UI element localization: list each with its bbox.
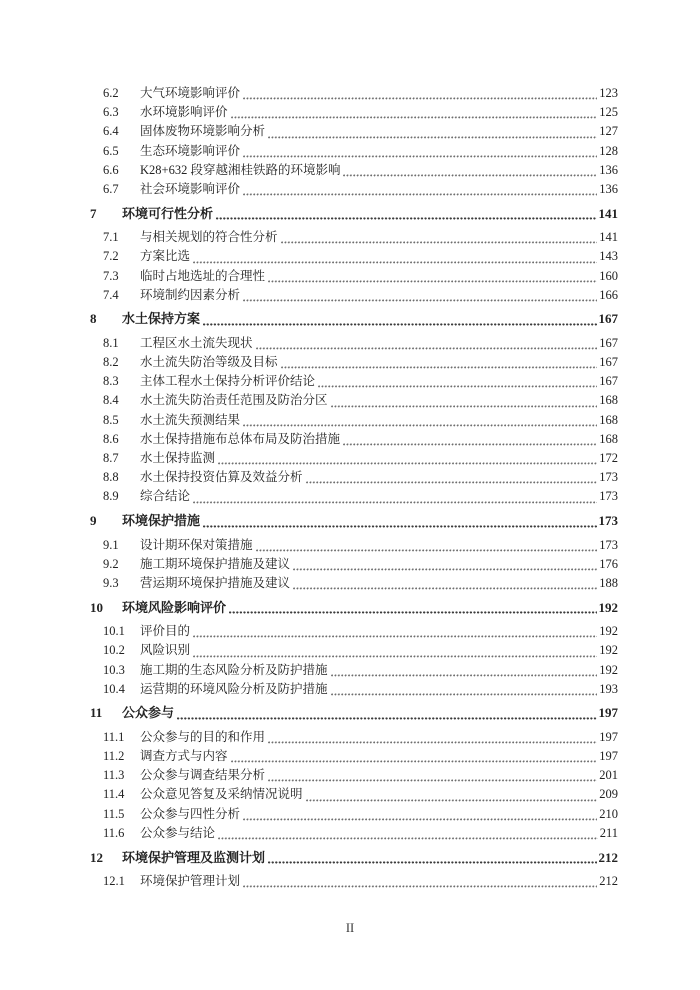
toc-entry-page: 168 [599,393,618,408]
toc-entry-title: 公众参与四性分析 [140,806,241,821]
toc-entry-page: 160 [599,268,618,283]
toc-entry-title: 水土流失防治责任范围及防治分区 [140,393,328,408]
toc-entry-page: 211 [599,825,618,840]
toc-leader-dots [306,481,598,484]
toc-entry[interactable] [90,161,618,180]
toc-entry-number: 8 [90,311,97,327]
toc-entry-page: 127 [599,124,618,139]
toc-entry-number: 8.7 [103,451,119,465]
toc-entry-number: 8.8 [103,470,119,485]
toc-entry[interactable] [90,449,618,468]
toc-leader-dots [243,155,597,158]
toc-entry[interactable] [90,574,618,593]
toc-entry-number: 12.1 [103,874,125,888]
toc-entry-title: 生态环境影响评价 [140,143,241,158]
toc-entry[interactable] [90,805,618,824]
toc-entry-page: 212 [599,874,618,888]
toc-entry[interactable] [90,411,618,430]
toc-entry-title: 与相关规划的符合性分析 [140,230,278,245]
toc-entry-page: 172 [599,451,618,465]
toc-entry-page: 212 [598,849,618,865]
toc-entry[interactable] [90,641,618,660]
toc-entry[interactable] [90,824,618,843]
toc-entry-title: 公众参与的目的和作用 [140,729,266,744]
toc-entry-page: 173 [599,537,618,552]
toc-entry-title: 调查方式与内容 [140,749,228,764]
toc-entry[interactable] [90,204,618,224]
toc-entry[interactable] [90,487,618,506]
toc-entry[interactable] [90,680,618,699]
toc-entry-number: 9.1 [103,537,119,552]
toc-entry-number: 12 [90,849,103,865]
toc-entry[interactable] [90,430,618,449]
toc-entry[interactable] [90,228,618,247]
toc-entry-page: 166 [599,287,618,302]
toc-entry-page: 193 [599,681,618,696]
toc-entry[interactable] [90,703,618,723]
toc-entry-number: 7.1 [103,230,119,245]
toc-entry-title: 社会环境影响评价 [140,181,241,196]
toc-entry[interactable] [90,180,618,199]
toc-entry-number: 10.1 [103,624,125,639]
toc-entry-title: 大气环境影响评价 [140,86,241,100]
toc-entry-title: 固体废物环境影响分析 [140,124,266,139]
toc-entry-number: 11.4 [103,787,125,802]
toc-leader-dots [216,217,596,220]
toc-entry-number: 8.3 [103,374,119,389]
toc-leader-dots [231,760,598,763]
table-of-contents [90,84,618,891]
toc-entry-title: 环境保护管理计划 [140,874,241,888]
toc-entry[interactable] [90,142,618,161]
toc-leader-dots [343,443,597,446]
toc-entry-number: 10.4 [103,681,125,696]
toc-entry-title: 风险识别 [140,643,191,658]
toc-leader-dots [177,717,596,720]
toc-entry[interactable] [90,622,618,641]
toc-entry-page: 143 [599,249,618,264]
toc-entry-page: 210 [599,806,618,821]
toc-entry-title: 评价目的 [140,624,191,639]
toc-entry-number: 9.2 [103,556,119,571]
toc-entry-title: 水环境影响评价 [140,105,228,120]
toc-entry-page: 192 [598,599,618,615]
toc-entry[interactable] [90,598,618,618]
toc-entry-page: 188 [599,575,618,590]
toc-entry-page: 123 [599,86,618,100]
toc-entry-page: 173 [598,513,618,529]
toc-entry-title: 施工期环境保护措施及建议 [140,556,291,571]
toc-entry-page: 141 [599,230,618,245]
toc-entry-title: 公众意见答复及采纳情况说明 [140,787,303,802]
toc-entry[interactable] [90,785,618,804]
toc-leader-dots [256,347,598,350]
toc-entry[interactable] [90,103,618,122]
toc-entry-title: 水土保持措施布总体布局及防治措施 [140,431,341,446]
toc-entry[interactable] [90,372,618,391]
toc-entry-page: 192 [599,643,618,658]
toc-entry-number: 8.6 [103,431,119,446]
toc-entry-page: 197 [599,729,618,744]
toc-entry-title: 运营期的环境风险分析及防护措施 [140,681,328,696]
toc-leader-dots [193,501,597,504]
toc-leader-dots [243,885,597,888]
toc-entry-title: 环境风险影响评价 [122,599,227,615]
toc-entry-number: 11.6 [103,825,125,840]
toc-entry-number: 10.2 [103,643,125,658]
toc-leader-dots [343,174,597,177]
toc-entry-page: 209 [599,787,618,802]
toc-entry-number: 11.5 [103,806,125,821]
toc-entry[interactable] [90,848,618,868]
toc-entry-number: 8.5 [103,412,119,427]
toc-leader-dots [231,116,598,119]
toc-entry-title: 主体工程水土保持分析评价结论 [140,374,316,389]
toc-leader-dots [281,366,598,369]
toc-entry-title: 营运期环境保护措施及建议 [140,575,291,590]
toc-entry[interactable] [90,511,618,531]
toc-entry-number: 10 [90,599,103,615]
toc-entry[interactable] [90,267,618,286]
toc-entry-number: 7.2 [103,249,119,264]
toc-entry-page: 167 [599,374,618,389]
toc-leader-dots [268,779,597,782]
toc-entry[interactable] [90,334,618,353]
toc-entry-title: 环境保护管理及监测计划 [122,849,266,865]
toc-entry-number: 6.5 [103,143,119,158]
toc-entry[interactable] [90,747,618,766]
toc-entry-title: 水土流失防治等级及目标 [140,355,278,370]
toc-leader-dots [306,799,598,802]
toc-entry-number: 10.3 [103,662,125,677]
toc-leader-dots [256,549,598,552]
toc-entry-title: 方案比选 [140,249,191,264]
toc-entry-number: 9 [90,513,97,529]
toc-entry-title: 水土保持方案 [122,311,201,327]
toc-leader-dots [268,741,597,744]
toc-entry-number: 8.9 [103,489,119,504]
toc-entry-page: 167 [599,355,618,370]
toc-leader-dots [193,635,597,638]
toc-entry[interactable] [90,247,618,266]
toc-entry-title: 工程区水土流失现状 [140,335,253,350]
toc-entry-number: 11.1 [103,729,125,744]
toc-entry-page: 192 [599,662,618,677]
toc-entry-title: 水土保持投资估算及效益分析 [140,470,303,485]
toc-entry-title: 临时占地选址的合理性 [140,268,266,283]
toc-entry-page: 197 [599,749,618,764]
toc-entry-title: 水土流失预测结果 [140,412,241,427]
toc-entry-number: 8.2 [103,355,119,370]
toc-entry-number: 6.3 [103,105,119,120]
toc-entry-number: 7.4 [103,287,119,302]
toc-leader-dots [229,611,596,614]
toc-entry-number: 8.4 [103,393,119,408]
toc-entry-page: 125 [599,105,618,120]
toc-entry[interactable] [90,353,618,372]
toc-entry-page: 167 [599,335,618,350]
toc-entry[interactable] [90,555,618,574]
toc-entry[interactable] [90,84,618,103]
toc-entry-title: 公众参与 [122,705,175,721]
toc-entry[interactable] [90,872,618,891]
toc-entry-number: 6.7 [103,181,119,196]
toc-leader-dots [243,424,597,427]
toc-entry-page: 168 [599,412,618,427]
toc-leader-dots [331,405,598,408]
toc-entry-number: 9.3 [103,575,119,590]
toc-entry[interactable] [90,468,618,487]
toc-entry-number: 11.2 [103,749,125,764]
toc-entry-title: K28+632 段穿越湘桂铁路的环境影响 [140,162,341,177]
toc-entry-number: 6.4 [103,124,119,139]
toc-entry-page: 192 [599,624,618,639]
toc-entry-number: 6.2 [103,86,119,100]
toc-leader-dots [268,861,596,864]
toc-leader-dots [243,299,597,302]
toc-leader-dots [243,193,597,196]
toc-entry-page: 168 [599,431,618,446]
toc-entry-title: 公众参与结论 [140,825,216,840]
toc-leader-dots [268,280,597,283]
toc-entry-title: 综合结论 [140,489,191,504]
toc-entry[interactable] [90,766,618,785]
toc-entry-page: 136 [599,181,618,196]
toc-leader-dots [218,837,598,840]
toc-entry-number: 6.6 [103,162,119,177]
toc-entry[interactable] [90,309,618,329]
toc-entry[interactable] [90,536,618,555]
toc-leader-dots [203,525,596,528]
toc-entry-number: 11 [90,705,103,721]
toc-entry-number: 7.3 [103,268,119,283]
toc-leader-dots [331,674,598,677]
toc-leader-dots [243,97,597,100]
toc-entry-page: 176 [599,556,618,571]
toc-entry[interactable] [90,122,618,141]
toc-leader-dots [318,385,597,388]
toc-leader-dots [193,261,597,264]
toc-leader-dots [331,693,598,696]
toc-entry[interactable] [90,286,618,305]
toc-entry[interactable] [90,391,618,410]
toc-entry-page: 201 [599,768,618,783]
toc-entry-page: 167 [598,311,618,327]
footer-page-number: II [345,921,355,935]
toc-leader-dots [293,587,597,590]
toc-leader-dots [203,323,596,326]
toc-entry-title: 公众参与调查结果分析 [140,768,266,783]
toc-entry-page: 136 [599,162,618,177]
toc-entry-number: 7 [90,205,97,221]
toc-entry-page: 173 [599,489,618,504]
toc-entry-title: 设计期环保对策措施 [140,537,253,552]
toc-entry-page: 128 [599,143,618,158]
toc-entry-title: 环境制约因素分析 [140,287,241,302]
toc-entry-page: 173 [599,470,618,485]
toc-entry-page: 197 [598,705,618,721]
toc-entry-number: 11.3 [103,768,125,783]
toc-entry[interactable] [90,728,618,747]
toc-leader-dots [268,136,597,139]
toc-leader-dots [243,818,597,821]
toc-entry-number: 8.1 [103,335,119,350]
toc-entry[interactable] [90,661,618,680]
toc-leader-dots [193,655,597,658]
toc-entry-title: 环境保护措施 [122,513,201,529]
toc-leader-dots [293,568,597,571]
toc-entry-title: 水土保持监测 [140,451,216,465]
toc-entry-title: 环境可行性分析 [122,205,214,221]
toc-entry-page: 141 [598,205,618,221]
toc-entry-title: 施工期的生态风险分析及防护措施 [140,662,328,677]
toc-leader-dots [218,462,597,465]
toc-leader-dots [281,241,598,244]
